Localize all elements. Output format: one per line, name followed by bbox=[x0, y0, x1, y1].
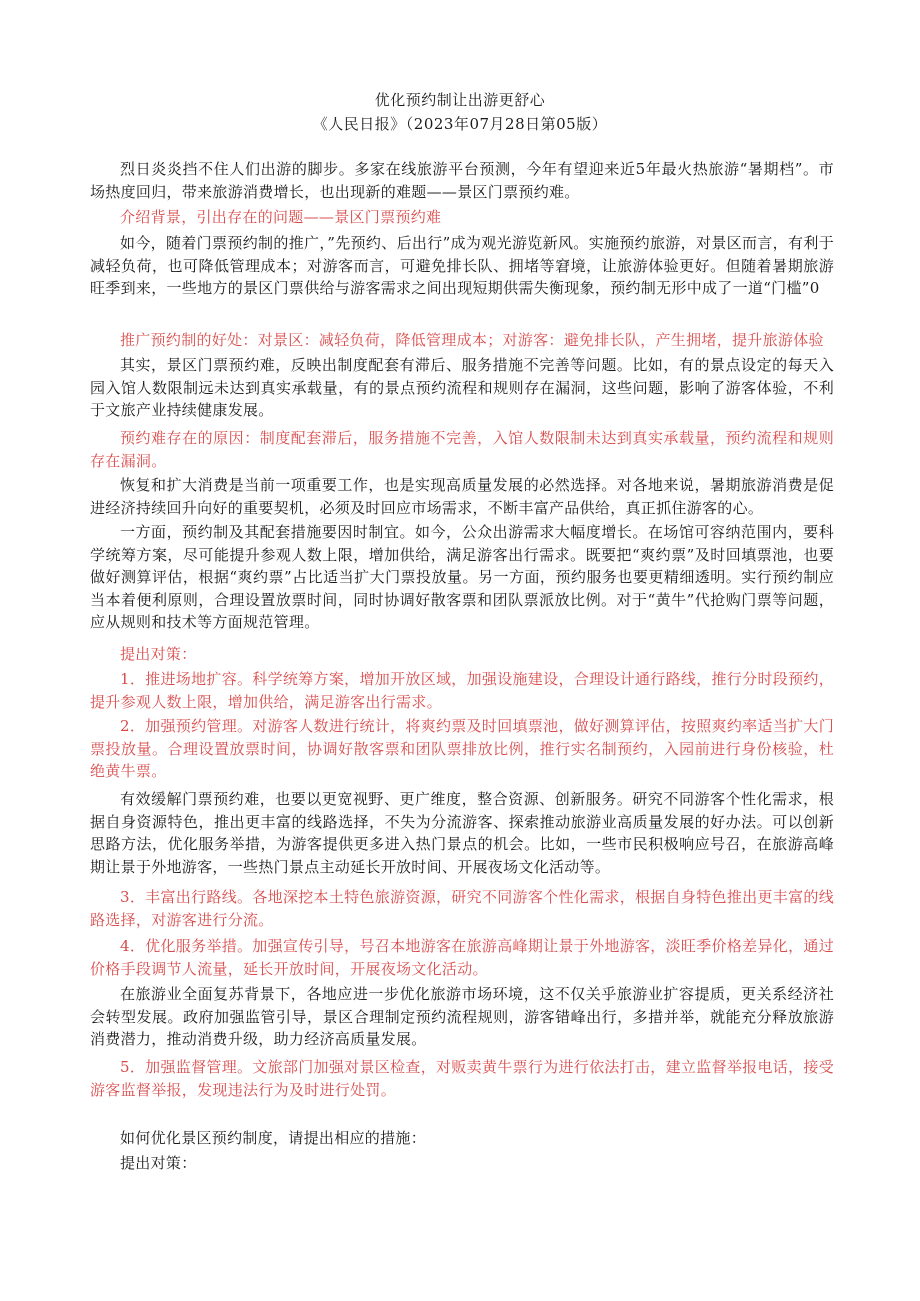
annotation-countermeasure-4: 4．优化服务举措。加强宣传引导，号召本地游客在旅游高峰期让景于外地游客，淡旺季价格差异化，通过价格手段调节人流量，延长开放时间，开展夜场文化活动。 bbox=[90, 937, 834, 978]
annotation-countermeasure-5: 5．加强监督管理。文旅部门加强对景区检查，对贩卖黄牛票行为进行依法打击，建立监督举报电话，接受游客监督举报，发现违法行为及时进行处罚。 bbox=[90, 1058, 834, 1099]
paragraph-innovation: 有效缓解门票预约难，也要以更宽视野、更广维度，整合资源、创新服务。研究不同游客个性化需求，根据自身资源特色，推出更丰富的线路选择，不失为分流游客、探索推动旅游业高质量发展的好办法。可以创新思路方法，优化服务举措，为游客提供更多进入热门景点的机会。比如，一些市民积极响应号召，在旅游高峰期让景于外地游客，一些热门景点主动延长开放时间、开展夜场文化活动等。 bbox=[90, 790, 834, 876]
annotation-causes: 预约难存在的原因：制度配套滞后，服务措施不完善，入馆人数限制未达到真实承载量，预约流程和规则存在漏洞。 bbox=[90, 429, 834, 470]
paragraph-consumption: 恢复和扩大消费是当前一项重要工作，也是实现高质量发展的必然选择。对各地来说，暑期旅游消费是促进经济持续回升向好的重要契机，必须及时回应市场需求，不断丰富产品供给，真正抓住游客的心。 bbox=[90, 476, 834, 517]
annotation-countermeasure-3: 3．丰富出行路线。各地深挖本土特色旅游资源，研究不同游客个性化需求，根据自身特色推出更丰富的线路选择，对游客进行分流。 bbox=[90, 888, 834, 929]
paragraph-problems: 其实，景区门票预约难，反映出制度配套有滞后、服务措施不完善等问题。比如，有的景点设定的每天入园入馆人数限制远未达到真实承载量，有的景点预约流程和规则存在漏洞，这些问题，影响了游客体验，不利于文旅产业持续健康发展。 bbox=[90, 356, 834, 420]
annotation-background: 介绍背景，引出存在的问题——景区门票预约难 bbox=[120, 208, 442, 226]
answer-label: 提出对策： bbox=[120, 1154, 197, 1172]
document-source: 《人民日报》（2023年07月28日第05版） bbox=[312, 115, 608, 133]
question-prompt: 如何优化景区预约制度，请提出相应的措施： bbox=[120, 1129, 427, 1147]
document-title: 优化预约制让出游更舒心 bbox=[374, 91, 546, 109]
paragraph-measures: 一方面，预约制及其配套措施要因时制宜。如今，公众出游需求大幅度增长。在场馆可容纳范围内，要科学统筹方案，尽可能提升参观人数上限，增加供给，满足游客出行需求。既要把“爽约票”及时回填票池，也要做好测算评估，根据“爽约票”占比适当扩大门票投放量。另一方面，预约服务也要更精细透明。实行预约制应当本着便利原则，合理设置放票时间，同时协调好散客票和团队票派放比例。对于“黄牛”代抢购门票等问题，应从规则和技术等方面规范管理。 bbox=[90, 523, 834, 632]
annotation-countermeasure-1: 1．推进场地扩容。科学统筹方案，增加开放区域，加强设施建设，合理设计通行路线，推行分时段预约，提升参观人数上限，增加供给，满足游客出行需求。 bbox=[90, 670, 834, 711]
paragraph-reservation-trend: 如今，随着门票预约制的推广，”先预约、后出行”成为观光游览新风。实施预约旅游，对景区而言，有利于减轻负荷，也可降低管理成本；对游客而言，可避免排长队、拥堵等窘境，让旅游体验更好。但随着暑期旅游旺季到来，一些地方的景区门票供给与游客需求之间出现短期供需失衡现象，预约制无形中成了一道“门槛”0 bbox=[90, 234, 834, 298]
annotation-benefits: 推广预约制的好处：对景区：减轻负荷，降低管理成本；对游客：避免排长队，产生拥堵，提升旅游体验 bbox=[120, 331, 824, 349]
paragraph-conclusion: 在旅游业全面复苏背景下，各地应进一步优化旅游市场环境，这不仅关乎旅游业扩容提质，更关系经济社会转型发展。政府加强监管引导，景区合理制定预约流程规则，游客错峰出行，多措并举，就能充分释放旅游消费潜力，推动消费升级，助力经济高质量发展。 bbox=[90, 985, 834, 1049]
annotation-countermeasures-heading: 提出对策： bbox=[120, 645, 197, 663]
annotation-countermeasure-2: 2．加强预约管理。对游客人数进行统计，将爽约票及时回填票池，做好测算评估，按照爽约率适当扩大门票投放量。合理设置放票时间，协调好散客票和团队票排放比例，推行实名制预约，入园前进行身份核验，杜绝黄牛票。 bbox=[90, 717, 834, 781]
paragraph-intro: 烈日炎炎挡不住人们出游的脚步。多家在线旅游平台预测，今年有望迎来近5年最火热旅游“暑期档”。市场热度回归，带来旅游消费增长，也出现新的难题——景区门票预约难。 bbox=[90, 160, 834, 201]
